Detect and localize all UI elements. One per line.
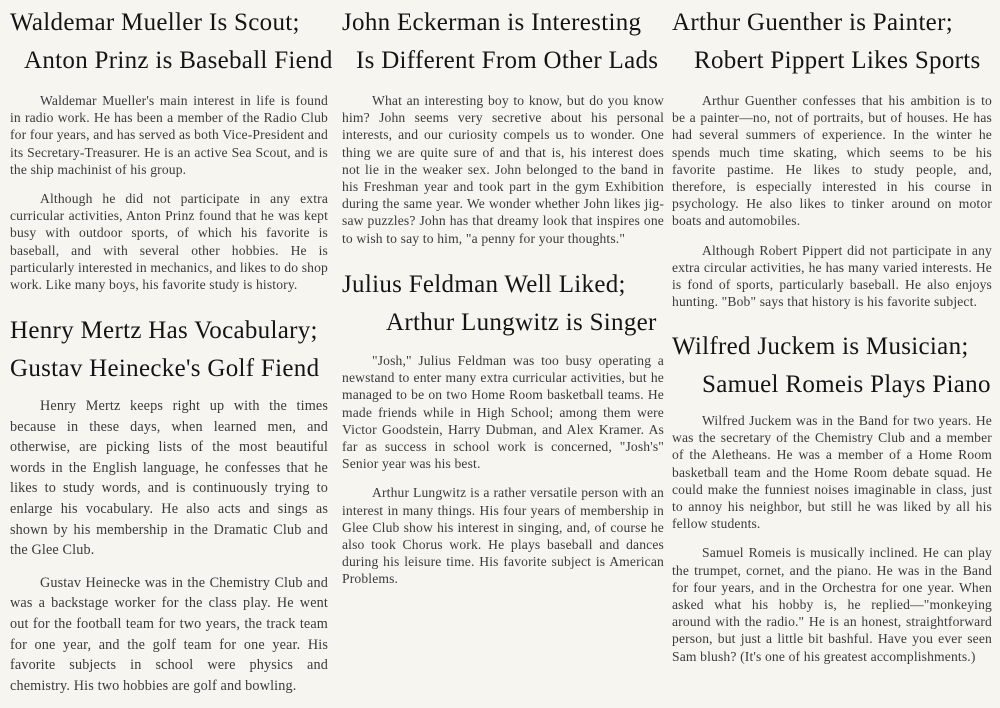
- headline: [342, 268, 664, 340]
- headline-line-2: Anton Prinz is Baseball Fiend: [24, 47, 333, 74]
- headline-line-1: Waldemar Mueller Is Scout;: [10, 9, 300, 36]
- article-feldman-lungwitz: [342, 268, 664, 600]
- headline-line-1: Julius Feldman Well Liked;: [342, 271, 626, 298]
- article-paragraph: What an interesting boy to know, but do you know him? John seems very secretive about his personal interests, and our curiosity compels us to wonder. One thing we are quite sure of and that is, his interest does not lie in the weaker sex. John belonged to the band in his Freshman year and took part in the gym Exhibition during the same year. We wonder whether John likes jig-saw puzzles? John has that dreamy look that inspires one to wish to say to him, "a penny for your thoughts.": [342, 93, 664, 246]
- article-guenther-pippert: [672, 6, 992, 322]
- headline-line-2: Arthur Lungwitz is Singer: [386, 309, 657, 336]
- article-paragraph: Although he did not participate in any extra curricular activities, Anton Prinz found that he was kept busy with outdoor sports, of which his favorite is baseball, and with several other hobbies. He is particularly interested in mechanics, and likes to do shop work. Like many boys, his favorite study is history.: [10, 191, 328, 293]
- article-paragraph: "Josh," Julius Feldman was too busy operating a newstand to enter many extra curricular activities, but he managed to be on two Home Room basketball teams. He made friends while in High School; among them were Victor Goodstein, Harry Dubman, and Alex Kramer. As far as success in school work is concerned, "Josh's" Senior year was his best.: [342, 353, 664, 472]
- headline-line-1: Henry Mertz Has Vocabulary;: [10, 317, 318, 344]
- headline: [672, 6, 992, 78]
- headline-line-1: Arthur Guenther is Painter;: [672, 9, 953, 36]
- article-paragraph: Arthur Lungwitz is a rather versatile person with an interest in many things. His four years of membership in Glee Club show his interest in singing, and, of course he also took Chorus work. He plays baseball and dances during his leisure time. His favorite subject is American Problems.: [342, 485, 664, 587]
- article-paragraph: Although Robert Pippert did not participate in any extra circular activities, he has many varied interests. He is fond of sports, particularly baseball. He also enjoys hunting. "Bob" says that history is his favorite subject.: [672, 242, 992, 310]
- headline-line-1: Wilfred Juckem is Musician;: [672, 333, 969, 360]
- headline-line-2: Gustav Heinecke's Golf Fiend: [10, 355, 320, 382]
- article-paragraph: Henry Mertz keeps right up with the times because in these days, when learned men, and otherwise, are picking lists of the most beautiful words in the English language, he confesses that he likes to study words, and is continuously trying to enlarge his vocabulary. He also acts and sings as shown by his membership in the Dramatic Club and the Glee Club.: [10, 398, 328, 559]
- article-mertz-heinecke: [10, 314, 328, 708]
- headline-line-2: Samuel Romeis Plays Piano: [702, 371, 991, 398]
- article-paragraph: Waldemar Mueller's main interest in life is found in radio work. He has been a member of the Radio Club for four years, and has served as both Vice-President and its Secretary-Treasurer. He is an active Sea Scout, and is the ship machinist of his group.: [10, 93, 328, 177]
- headline-line-2: Robert Pippert Likes Sports: [694, 47, 981, 74]
- article-juckem-romeis: [672, 330, 992, 677]
- article-mueller-prinz: [10, 6, 333, 305]
- article-eckerman: [342, 6, 664, 259]
- headline: [10, 6, 333, 78]
- article-paragraph: Samuel Romeis is musically inclined. He can play the trumpet, cornet, and the piano. He was in the Band for four years, and in the Orchestra for one year. When asked what his hobby is, he replied—"monkeying around with the radio." He is an honest, straightforward person, but just a little bit bashful. Have you ever seen Sam blush? (It's one of his greatest accomplishments.): [672, 545, 992, 664]
- headline: [10, 314, 328, 386]
- headline-line-1: John Eckerman is Interesting: [342, 9, 642, 36]
- headline-line-2: Is Different From Other Lads: [356, 47, 659, 74]
- article-paragraph: Arthur Guenther confesses that his ambition is to be a painter—no, not of portraits, but of houses. He has had several summers of experience. In the winter he spends much time skating, which seems to be his favorite pastime. He likes to study people, and, therefore, is especially interested in his course in psychology. He also likes to tinker around on motor boats and automobiles.: [672, 93, 992, 229]
- headline: [672, 330, 992, 402]
- headline: [342, 6, 664, 78]
- article-paragraph: Wilfred Juckem was in the Band for two years. He was the secretary of the Chemistry Club and a member of the Aletheans. He was a member of a Home Room basketball team and the Home Room debate squad. He could make the funniest noises imaginable in class, just to annoy his neighbor, but still he was liked by all his fellow students.: [672, 413, 992, 532]
- article-paragraph: Gustav Heinecke was in the Chemistry Club and was a backstage worker for the class play. He went out for the football team for two years, the track team for one year, and the golf team for one year. His favorite subjects in school were physics and chemistry. His two hobbies are golf and bowling.: [10, 574, 328, 694]
